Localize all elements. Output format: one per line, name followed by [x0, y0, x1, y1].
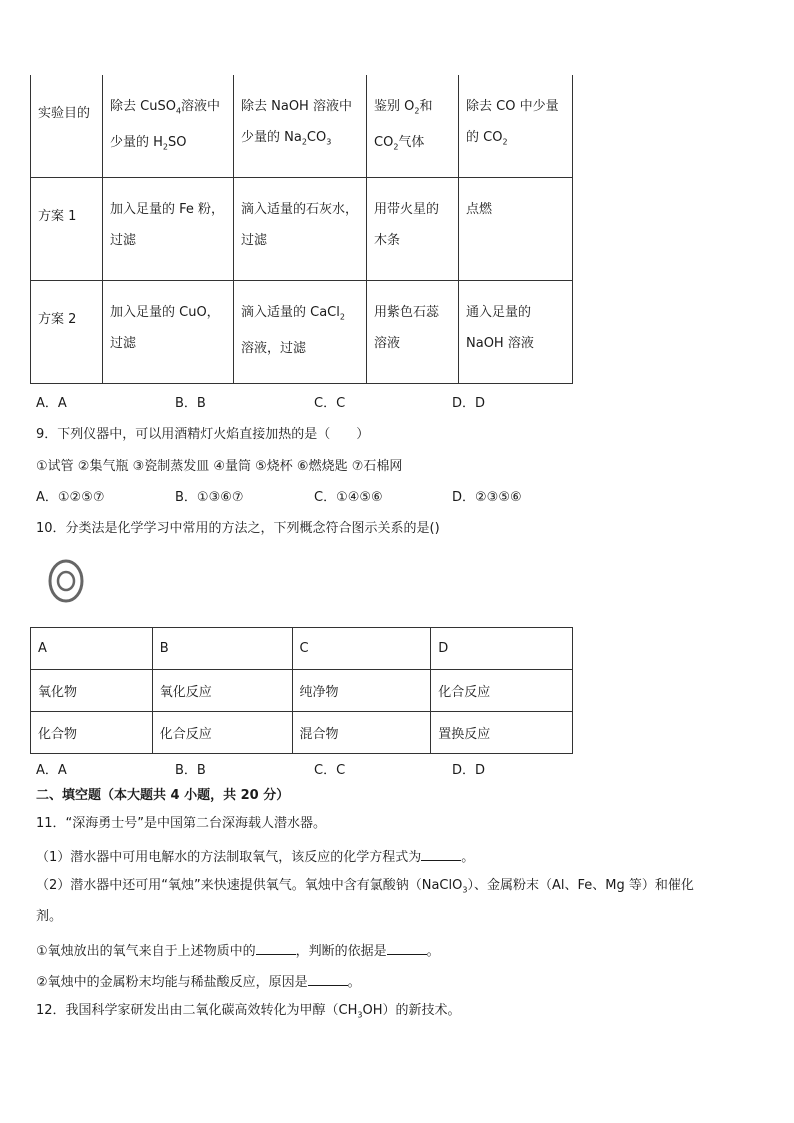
option-a[interactable]: A．A	[36, 396, 67, 411]
table-cell: 用带火星的 木条	[374, 202, 440, 248]
q9-stem: 9．下列仪器中，可以用酒精灯火焰直接加热的是（ ）	[36, 427, 370, 442]
answer-blank[interactable]	[387, 940, 427, 955]
table-row	[31, 712, 573, 754]
table-cell: 纯净物	[292, 670, 431, 712]
table-cell: 加入足量的 Fe 粉， 过滤	[110, 202, 225, 248]
table-cell: D	[431, 628, 573, 670]
option-a[interactable]: A．①②⑤⑦	[36, 490, 105, 505]
table-cell: 除去 NaOH 溶液中 少量的 $Na_2CO_3$	[241, 99, 352, 147]
table-row	[31, 178, 573, 281]
option-c[interactable]: C．C	[314, 763, 346, 778]
table-cell: 滴入适量的石灰水， 过滤	[241, 202, 359, 248]
table-cell: 氧化物	[31, 670, 153, 712]
q10-stem: 10．分类法是化学学习中常用的方法之，下列概念符合图示关系的是()	[36, 521, 440, 536]
table-cell: 鉴别 $O_2$和 $CO_2$气体	[374, 99, 433, 152]
table-cell: 滴入适量的 CaCl$_2$ 溶液，过滤	[241, 305, 345, 356]
q11-part1: （1）潜水器中可用电解水的方法制取氧气，该反应的化学方程式为 。	[36, 846, 474, 867]
answer-blank[interactable]	[308, 971, 348, 986]
table-cell: 化合反应	[152, 712, 292, 754]
q11-part2-cont: 剂。	[36, 909, 63, 924]
table-cell: 点燃	[466, 202, 493, 217]
table-cell: 除去 CO 中少量 的 $CO_2$	[466, 99, 559, 147]
option-a[interactable]: A．A	[36, 763, 67, 778]
classification-table	[30, 627, 573, 754]
table-cell: 化合物	[31, 712, 153, 754]
table-cell: A	[31, 628, 153, 670]
table-cell: 置换反应	[431, 712, 573, 754]
option-d[interactable]: D．D	[452, 396, 486, 411]
section-heading: 二、填空题（本大题共 4 小题，共 20 分）	[36, 788, 290, 803]
table-cell: 氧化反应	[152, 670, 292, 712]
table-row	[31, 281, 573, 384]
option-c[interactable]: C．①④⑤⑥	[314, 490, 383, 505]
table-row	[31, 75, 573, 178]
table-cell: 加入足量的 CuO， 过滤	[110, 305, 220, 351]
q12-stem: 12．我国科学家研发出由二氧化碳高效转化为甲醇$(CH_3OH)$的新技术。	[36, 1003, 461, 1020]
table-cell: 通入足量的 NaOH 溶液	[466, 305, 534, 351]
table-cell: 除去 CuSO$_4$溶液中 少量的 $H_2SO$	[110, 99, 221, 152]
table-cell: B	[152, 628, 292, 670]
q11-stem: 11．“深海勇士号”是中国第二台深海载人潜水器。	[36, 816, 327, 831]
option-b[interactable]: B．B	[175, 396, 206, 411]
table-row	[31, 628, 573, 670]
table-cell: 混合物	[292, 712, 431, 754]
table-cell: 用紫色石蕊 溶液	[374, 305, 440, 351]
row-label: 方案 1	[38, 209, 77, 224]
table-cell: C	[292, 628, 431, 670]
q9-items: ①试管 ②集气瓶 ③瓷制蒸发皿 ④量筒 ⑤烧杯 ⑥燃烧匙 ⑦石棉网	[36, 459, 403, 474]
table-row	[31, 670, 573, 712]
option-b[interactable]: B．①③⑥⑦	[175, 490, 244, 505]
answer-blank[interactable]	[421, 846, 461, 861]
q11-sub2: ②氧烛中的金属粉末均能与稀盐酸反应，原因是 。	[36, 971, 361, 992]
concentric-circles-diagram	[48, 559, 84, 603]
q11-part2: （2）潜水器中还可用“氧烛”来快速提供氧气。氧烛中含有氯酸钠（NaClO$_3$）、金属粉末（Al、Fe、Mg 等）和催化	[36, 878, 694, 895]
answer-blank[interactable]	[256, 940, 296, 955]
table-cell: 化合反应	[431, 670, 573, 712]
option-c[interactable]: C．C	[314, 396, 346, 411]
option-d[interactable]: D．D	[452, 763, 486, 778]
row-label: 方案 2	[38, 312, 77, 327]
option-d[interactable]: D．②③⑤⑥	[452, 490, 522, 505]
q11-sub1: ①氧烛放出的氧气来自于上述物质中的 ，判断的依据是 。	[36, 940, 440, 961]
experiment-table	[30, 75, 573, 384]
row-label: 实验目的	[38, 106, 91, 121]
option-b[interactable]: B．B	[175, 763, 206, 778]
